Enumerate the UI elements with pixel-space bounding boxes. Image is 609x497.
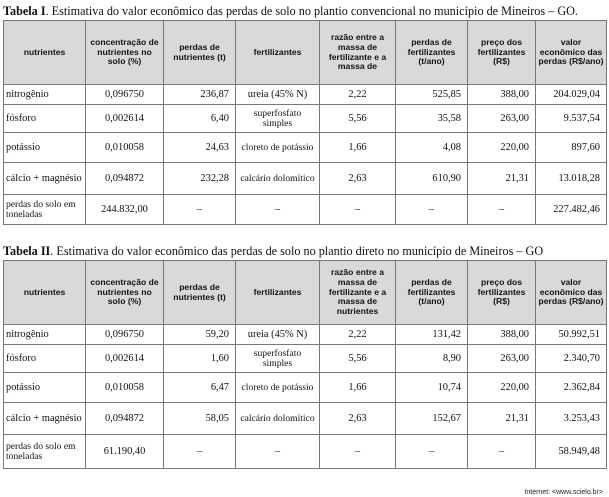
cell: 2,63	[320, 163, 396, 195]
cell: 220,00	[468, 133, 536, 163]
table-2-header-razao: razão entre a massa de fertilizante e a massa de nutrientes	[320, 261, 396, 325]
table-row	[4, 373, 607, 403]
cell: 4,08	[396, 133, 468, 163]
cell: –	[164, 195, 236, 225]
cell: fósforo	[4, 345, 86, 373]
cell: 0,096750	[86, 85, 164, 105]
source-credit: Internet: <www.scielo.br>	[524, 489, 603, 496]
table-2-caption-text: . Estimativa do valor econômico das perdas de solo no plantio direto no município de Mineiros – GO	[50, 244, 544, 258]
cell: 21,31	[468, 403, 536, 435]
cell: 388,00	[468, 85, 536, 105]
cell: 58,05	[164, 403, 236, 435]
cell: 8,90	[396, 345, 468, 373]
table-1-header-perdas-nutrientes: perdas de nutrientes (t)	[164, 21, 236, 85]
table-row	[4, 345, 607, 373]
cell: 0,094872	[86, 403, 164, 435]
table-row	[4, 105, 607, 133]
cell: 1,66	[320, 133, 396, 163]
cell: 24,63	[164, 133, 236, 163]
table-1-header-perdas-fertilizantes: perdas de fertilizantes (t/ano)	[396, 21, 468, 85]
cell: 204.029,04	[536, 85, 607, 105]
cell: 0,002614	[86, 105, 164, 133]
cell: ureia (45% N)	[236, 325, 320, 345]
table-2-header-preco: preço dos fertilizantes (R$)	[468, 261, 536, 325]
cell: 220,00	[468, 373, 536, 403]
cell: 263,00	[468, 345, 536, 373]
cell: –	[468, 435, 536, 469]
cell: 610,90	[396, 163, 468, 195]
cell: 0,010058	[86, 373, 164, 403]
table-1-header-concentracao: concentração de nutrientes no solo (%)	[86, 21, 164, 85]
table-1-header-razao: razão entre a massa de fertilizante e a massa de	[320, 21, 396, 85]
cell: 1,60	[164, 345, 236, 373]
cell: potássio	[4, 133, 86, 163]
cell: cálcio + magnésio	[4, 163, 86, 195]
cell: fósforo	[4, 105, 86, 133]
cell: 59,20	[164, 325, 236, 345]
cell: 2,22	[320, 85, 396, 105]
table-2-header-concentracao: concentração de nutrientes no solo (%)	[86, 261, 164, 325]
cell: –	[396, 195, 468, 225]
cell: 9.537,54	[536, 105, 607, 133]
table-1	[3, 20, 607, 225]
cell: 2,22	[320, 325, 396, 345]
table-row	[4, 163, 607, 195]
cell: 0,010058	[86, 133, 164, 163]
cell: 1,66	[320, 373, 396, 403]
cell: 388,00	[468, 325, 536, 345]
table-1-caption-text: . Estimativa do valor econômico das perdas de solo no plantio convencional no município de Mineiros – GO.	[45, 4, 578, 18]
table-1-header-valor: valor econômico das perdas (R$/ano)	[536, 21, 607, 85]
table-2-header-valor: valor econômico das perdas (R$/ano)	[536, 261, 607, 325]
cell: nitrogênio	[4, 325, 86, 345]
cell: –	[396, 435, 468, 469]
cell: –	[320, 435, 396, 469]
cell: –	[236, 435, 320, 469]
table-2-header-perdas-fertilizantes: perdas de fertilizantes (t/ano)	[396, 261, 468, 325]
cell: 5,56	[320, 345, 396, 373]
cell: 152,67	[396, 403, 468, 435]
cell: 2,63	[320, 403, 396, 435]
cell: cloreto de potássio	[236, 133, 320, 163]
cell: potássio	[4, 373, 86, 403]
cell: 0,094872	[86, 163, 164, 195]
cell: 525,85	[396, 85, 468, 105]
cell: 2.340,70	[536, 345, 607, 373]
cell: 0,002614	[86, 345, 164, 373]
cell: 0,096750	[86, 325, 164, 345]
table-row	[4, 325, 607, 345]
cell: 232,28	[164, 163, 236, 195]
cell: 244.832,00	[86, 195, 164, 225]
table-row	[4, 133, 607, 163]
cell: perdas do solo em toneladas	[4, 435, 86, 469]
cell: 3.253,43	[536, 403, 607, 435]
table-1-header-row	[4, 21, 607, 85]
cell: calcário dolomítico	[236, 163, 320, 195]
table-2-header-fertilizantes: fertilizantes	[236, 261, 320, 325]
table-row	[4, 435, 607, 469]
cell: nitrogênio	[4, 85, 86, 105]
table-row	[4, 403, 607, 435]
cell: 50.992,51	[536, 325, 607, 345]
table-1-header-fertilizantes: fertilizantes	[236, 21, 320, 85]
table-row	[4, 85, 607, 105]
cell: 58.949,48	[536, 435, 607, 469]
cell: 236,87	[164, 85, 236, 105]
cell: superfosfato simples	[236, 105, 320, 133]
cell: 6,40	[164, 105, 236, 133]
table-2-caption-label: Tabela II	[3, 244, 51, 258]
cell: 35,58	[396, 105, 468, 133]
cell: –	[468, 195, 536, 225]
cell: –	[320, 195, 396, 225]
cell: perdas do solo em toneladas	[4, 195, 86, 225]
cell: 131,42	[396, 325, 468, 345]
cell: 263,00	[468, 105, 536, 133]
cell: cálcio + magnésio	[4, 403, 86, 435]
cell: 10,74	[396, 373, 468, 403]
cell: superfosfato simples	[236, 345, 320, 373]
table-row	[4, 195, 607, 225]
table-2-header-nutrientes: nutrientes	[4, 261, 86, 325]
table-1-caption-label: Tabela I	[3, 4, 46, 18]
cell: calcário dolomítico	[236, 403, 320, 435]
table-1-header-nutrientes: nutrientes	[4, 21, 86, 85]
cell: 13.018,28	[536, 163, 607, 195]
cell: 2.362,84	[536, 373, 607, 403]
cell: 227.482,46	[536, 195, 607, 225]
table-2-header-row	[4, 261, 607, 325]
table-2-header-perdas-nutrientes: perdas de nutrientes (t)	[164, 261, 236, 325]
cell: –	[164, 435, 236, 469]
cell: 6,47	[164, 373, 236, 403]
table-1-caption	[3, 4, 578, 18]
cell: –	[236, 195, 320, 225]
cell: 21,31	[468, 163, 536, 195]
table-2	[3, 260, 607, 469]
cell: ureia (45% N)	[236, 85, 320, 105]
table-1-header-preco: preço dos fertilizantes (R$)	[468, 21, 536, 85]
table-2-caption	[3, 244, 543, 258]
cell: 61.190,40	[86, 435, 164, 469]
cell: 897,60	[536, 133, 607, 163]
cell: cloreto de potássio	[236, 373, 320, 403]
cell: 5,56	[320, 105, 396, 133]
